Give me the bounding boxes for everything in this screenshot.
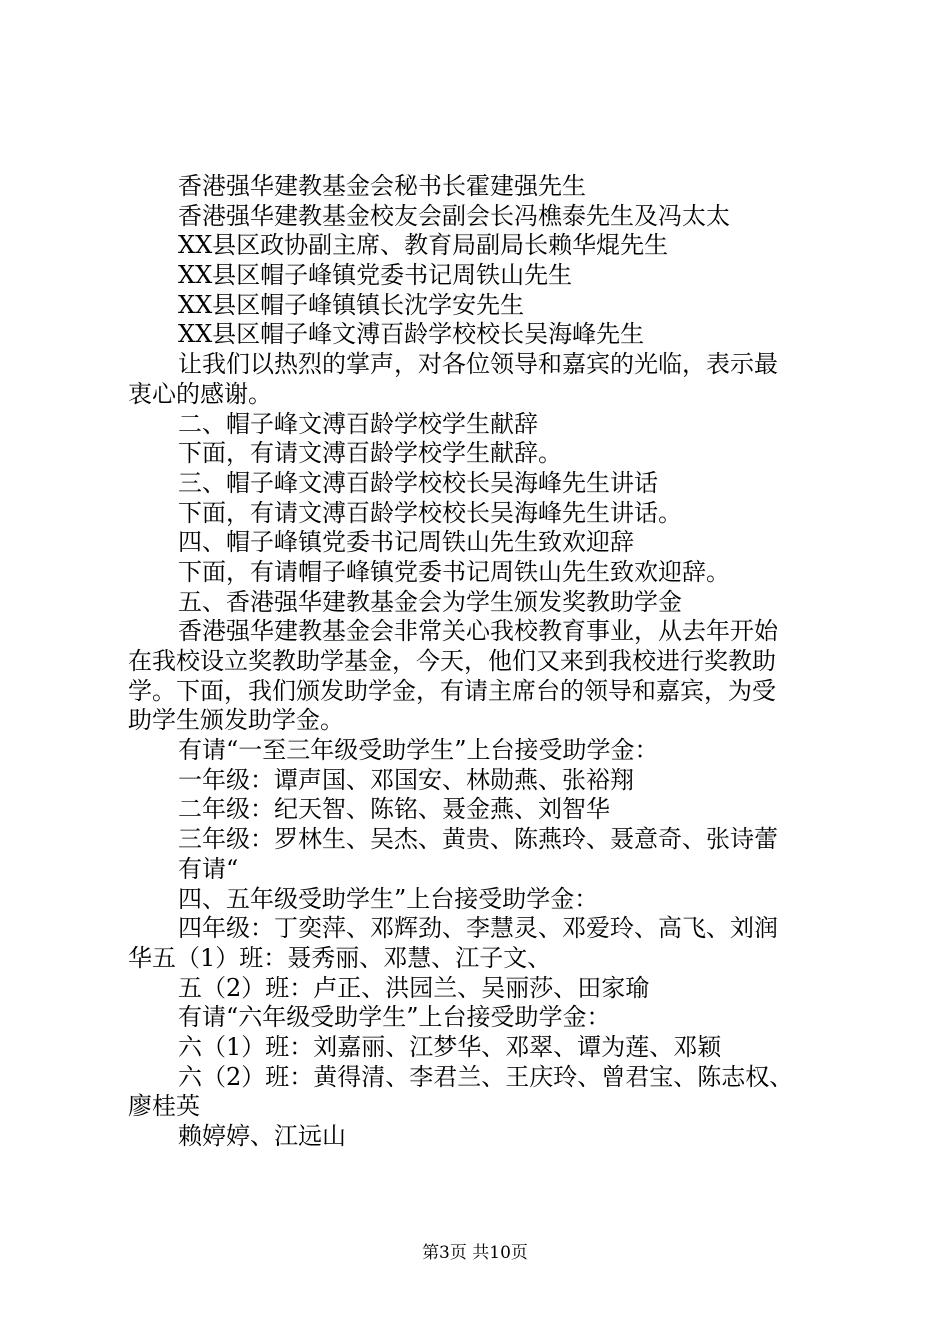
text-line: 四年级：丁奕萍、邓辉劲、李慧灵、邓爱玲、高飞、刘润 [178, 914, 778, 943]
text-line: 让我们以热烈的掌声，对各位领导和嘉宾的光临，表示最 [178, 350, 778, 379]
text-line: 二年级：纪天智、陈铭、聂金燕、刘智华 [178, 795, 610, 824]
text-line: 华五（1）班：聂秀丽、邓慧、江子文、 [128, 943, 552, 972]
text-line: 香港强华建教基金会秘书长霍建强先生 [178, 172, 586, 200]
text-line: 廖桂英 [128, 1092, 200, 1121]
text-line: 下面，有请帽子峰镇党委书记周铁山先生致欢迎辞。 [178, 557, 730, 586]
text-line: 有请“ [178, 854, 239, 883]
text-line: 一年级：谭声国、邓国安、林勋燕、张裕翔 [178, 765, 634, 794]
text-line: 学。下面，我们颁发助学金，有请主席台的领导和嘉宾，为受 [128, 676, 776, 705]
text-line: 有请“一至三年级受助学生”上台接受助学金： [178, 736, 659, 765]
text-line: 六（2）班：黄得清、李君兰、王庆玲、曾君宝、陈志权、 [178, 1062, 794, 1091]
text-line: XX县区政协副主席、教育局副局长赖华焜先生 [178, 231, 669, 260]
text-line: 衷心的感谢。 [128, 379, 272, 408]
text-line: 香港强华建教基金会非常关心我校教育事业，从去年开始 [178, 617, 778, 646]
text-line: XX县区帽子峰镇党委书记周铁山先生 [178, 261, 573, 290]
section-heading: 四、帽子峰镇党委书记周铁山先生致欢迎辞 [178, 528, 634, 557]
section-heading: 三、帽子峰文溥百龄学校校长吴海峰先生讲话 [178, 468, 658, 497]
document-body [128, 172, 838, 1152]
text-line: 在我校设立奖教助学基金，今天，他们又来到我校进行奖教助 [128, 647, 776, 675]
text-line: 香港强华建教基金校友会副会长冯樵泰先生及冯太太 [178, 201, 730, 230]
text-line: 六（1）班：刘嘉丽、江梦华、邓翠、谭为莲、邓颖 [178, 1032, 722, 1061]
text-line: 三年级：罗林生、吴杰、黄贵、陈燕玲、聂意奇、张诗蕾 [178, 825, 778, 854]
page-footer: 第3页 共10页 [422, 1243, 528, 1263]
text-line: 下面，有请文溥百龄学校校长吴海峰先生讲话。 [178, 498, 682, 527]
text-line: 五（2）班：卢正、洪园兰、吴丽莎、田家瑜 [178, 973, 650, 1002]
section-heading: 五、香港强华建教基金会为学生颁发奖教助学金 [178, 587, 682, 616]
text-line: XX县区帽子峰文溥百龄学校校长吴海峰先生 [178, 320, 645, 349]
text-line: 有请“六年级受助学生”上台接受助学金： [178, 1003, 611, 1032]
text-line: 助学生颁发助学金。 [128, 706, 344, 735]
text-line: 下面，有请文溥百龄学校学生献辞。 [178, 439, 562, 468]
text-line: XX县区帽子峰镇镇长沈学安先生 [178, 290, 525, 319]
section-heading: 二、帽子峰文溥百龄学校学生献辞 [178, 409, 538, 438]
text-line: 四、五年级受助学生”上台接受助学金： [178, 884, 599, 913]
text-line: 赖婷婷、江远山 [178, 1122, 346, 1150]
